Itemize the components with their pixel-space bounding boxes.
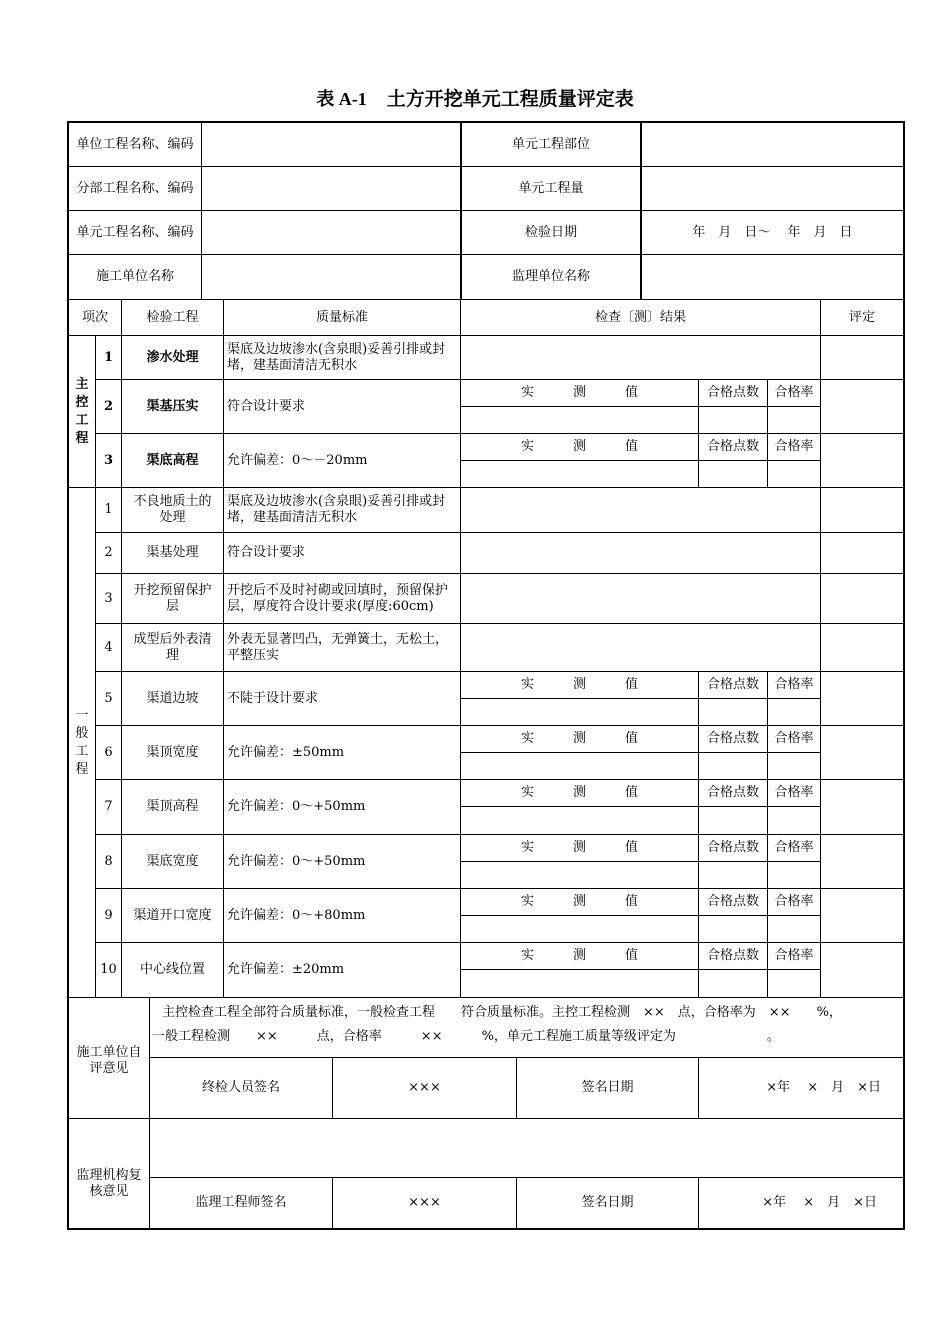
general-item-8-measured-value[interactable] [461,862,698,888]
general-item-10-name: 中心线位置 [139,962,205,977]
general-item-6-name: 渠顶宽度 [146,744,199,760]
supervision-date-value[interactable]: ×年 × 月 ×日 [762,1195,877,1210]
general-item-9-no: 9 [104,907,113,923]
form-title [0,84,950,111]
col-quality-standard: 质量标准 [315,309,368,325]
general-item-7-name: 渠顶高程 [146,799,199,814]
supervision-review-opinion-field[interactable] [150,1119,903,1177]
general-item-10-standard: 允许偏差：±20mm [227,962,345,977]
general-item-9-standard: 允许偏差：0～+80mm [227,907,366,923]
main-item-1-name: 渗水处理 [146,349,199,365]
general-item-6-pass-rate-label: 合格率 [774,731,814,746]
section-char: 工 [75,743,89,759]
section-char: 控 [75,394,89,410]
general-item-8-evaluation[interactable] [821,835,903,888]
main-item-2-evaluation[interactable] [821,380,903,433]
general-item-9-evaluation[interactable] [821,889,903,942]
general-item-5-qualified-points-label: 合格点数 [706,677,759,692]
general-item-7-measured-value[interactable] [461,807,698,834]
supervision-engineer-signature-label: 监理工程师签名 [195,1195,287,1210]
general-item-5-pass-rate-value[interactable] [768,699,820,725]
general-item-2-evaluation[interactable] [821,533,903,573]
section-char: 主 [75,376,89,392]
general-item-6-evaluation[interactable] [821,726,903,779]
general-item-2-no: 2 [104,545,113,560]
general-item-7-pass-rate-value[interactable] [768,807,820,834]
unit-project-label: 单位工程名称、编码 [76,136,194,152]
general-item-9-qualified-points-value[interactable] [699,916,767,942]
main-item-1-result[interactable] [461,336,820,379]
general-item-7-pass-rate-label: 合格率 [774,785,814,800]
general-item-10-measured-value[interactable] [461,970,698,997]
general-item-6-no: 6 [104,744,113,760]
main-item-3-measured-label: 实 测 值 [520,439,638,454]
col-item-no: 项次 [81,309,108,325]
main-item-3-qualified-points-label: 合格点数 [706,439,759,454]
general-item-3-evaluation[interactable] [821,574,903,623]
main-item-1-no: 1 [103,349,114,365]
general-item-8-qualified-points-label: 合格点数 [706,840,759,855]
general-item-10-evaluation[interactable] [821,943,903,997]
element-location-label: 单元工程部位 [511,136,590,152]
main-item-2-measured-value[interactable] [461,407,698,433]
element-project-field[interactable] [202,211,460,254]
general-item-10-pass-rate-value[interactable] [768,970,820,997]
main-item-2-pass-rate-value[interactable] [768,407,820,433]
main-item-3-standard: 允许偏差：0～－20mm [227,452,368,468]
general-item-6-qualified-points-label: 合格点数 [706,731,759,746]
element-quantity-label: 单元工程量 [518,180,584,196]
general-item-8-measured-label: 实 测 值 [520,840,638,855]
construction-unit-field[interactable] [202,255,460,299]
section-char: 一 [75,707,89,723]
general-item-10-measured-label: 实 测 值 [520,948,638,963]
general-item-5-no: 5 [104,690,113,706]
main-item-3-pass-rate-label: 合格率 [774,439,814,454]
col-result: 检查〔测〕结果 [594,309,686,325]
general-item-7-qualified-points-label: 合格点数 [706,785,759,800]
general-item-8-no: 8 [104,853,113,869]
general-item-6-qualified-points-value[interactable] [699,753,767,779]
general-item-8-standard: 允许偏差：0～+50mm [227,853,366,869]
main-control-section-label [69,336,95,487]
general-item-10-qualified-points-label: 合格点数 [706,948,759,963]
general-item-5-qualified-points-value[interactable] [699,699,767,725]
element-quantity-field[interactable] [642,167,903,210]
general-item-9-qualified-points-label: 合格点数 [706,894,759,909]
general-item-5-measured-value[interactable] [461,699,698,725]
element-project-label: 单元工程名称、编码 [76,224,194,240]
section-char: 般 [75,725,89,741]
general-item-1-no: 1 [104,502,113,517]
main-item-1-evaluation[interactable] [821,336,903,379]
general-item-1-result[interactable] [461,488,820,532]
final-inspector-signature-value[interactable]: ××× [408,1080,441,1095]
general-item-8-pass-rate-value[interactable] [768,862,820,888]
general-item-3-standard: 开挖后不及时衬砌或回填时，预留保护层，厚度符合设计要求(厚度:60cm) [227,582,449,614]
general-item-9-measured-label: 实 测 值 [520,894,638,909]
general-item-3-name: 开挖预留保护层 [133,582,212,614]
general-item-7-no: 7 [104,799,113,814]
inspection-date-label: 检验日期 [524,224,577,240]
general-item-5-pass-rate-label: 合格率 [774,677,814,692]
general-item-4-standard: 外表无显著凹凸，无弹簧土，无松土，平整压实 [227,631,449,663]
section-char: 程 [75,430,89,446]
general-item-1-standard: 渠底及边坡渗水(含泉眼)妥善引排或封堵，建基面清洁无积水 [227,494,446,525]
general-item-9-pass-rate-label: 合格率 [774,894,814,909]
general-item-3-result[interactable] [461,574,820,623]
main-item-3-measured-value[interactable] [461,461,698,487]
general-item-4-evaluation[interactable] [821,624,903,671]
general-item-7-qualified-points-value[interactable] [699,807,767,834]
general-item-8-name: 渠底宽度 [146,853,199,869]
col-inspection-item: 检验工程 [146,309,199,325]
element-location-field[interactable] [642,123,903,166]
general-item-6-pass-rate-value[interactable] [768,753,820,779]
inspection-date-value[interactable]: 年 月 日～ 年 月 日 [692,224,853,240]
general-item-1-name: 不良地质土的处理 [133,494,212,525]
general-item-8-qualified-points-value[interactable] [699,862,767,888]
main-item-3-qualified-points-value[interactable] [699,461,767,487]
section-char: 程 [75,761,89,777]
main-item-2-name: 渠基压实 [146,398,199,414]
general-item-7-measured-label: 实 测 值 [520,785,638,800]
form-code: 表 A-1 [316,89,367,109]
general-item-2-result[interactable] [461,533,820,573]
general-item-2-name: 渠基处理 [146,545,199,560]
general-item-9-measured-value[interactable] [461,916,698,942]
general-item-10-no: 10 [100,962,117,977]
general-item-4-no: 4 [104,639,113,655]
main-item-3-name: 渠底高程 [146,452,199,468]
general-item-10-qualified-points-value[interactable] [699,970,767,997]
supervision-engineer-signature-value[interactable]: ××× [408,1195,441,1210]
supervision-unit-label: 监理单位名称 [511,269,590,284]
general-section-label [69,488,95,997]
general-item-9-name: 渠道开口宽度 [133,907,212,923]
general-item-7-standard: 允许偏差：0～+50mm [227,799,366,814]
general-item-8-pass-rate-label: 合格率 [774,840,814,855]
general-item-9-pass-rate-value[interactable] [768,916,820,942]
self-evaluation-line1: 主控检查工程全部符合质量标准，一般检查工程 符合质量标准。主控工程检测 ×× 点，合格率为 ×× %， [162,1005,842,1020]
main-item-2-qualified-points-value[interactable] [699,407,767,433]
main-item-2-standard: 符合设计要求 [227,398,306,414]
construction-unit-label: 施工单位名称 [95,269,174,284]
col-evaluation: 评定 [848,309,875,325]
quality-evaluation-table [67,121,905,1230]
general-item-10-pass-rate-label: 合格率 [774,948,814,963]
general-item-6-standard: 允许偏差：±50mm [227,744,345,760]
general-item-5-standard: 不陡于设计要求 [227,690,319,706]
general-item-5-name: 渠道边坡 [146,690,199,706]
supervision-date-label: 签名日期 [581,1195,634,1210]
supervision-review-label: 监理机构复核意见 [76,1167,142,1199]
general-item-5-measured-label: 实 测 值 [520,677,638,692]
main-item-2-qualified-points-label: 合格点数 [706,385,759,400]
division-project-field[interactable] [202,167,460,210]
general-item-5-evaluation[interactable] [821,672,903,725]
section-char: 工 [75,412,89,428]
general-item-4-result[interactable] [461,624,820,671]
division-project-label: 分部工程名称、编码 [76,180,194,196]
main-item-1-standard: 渠底及边坡渗水(含泉眼)妥善引排或封堵，建基面清洁无积水 [227,341,446,373]
main-item-2-pass-rate-label: 合格率 [774,385,814,400]
form-name: 土方开挖单元工程质量评定表 [386,88,634,110]
main-item-3-evaluation[interactable] [821,434,903,487]
supervision-unit-field[interactable] [642,255,903,299]
general-item-7-evaluation[interactable] [821,780,903,834]
self-evaluation-label: 施工单位自评意见 [76,1045,142,1076]
self-evaluation-line2: 一般工程检测 ×× 点，合格率 ×× %，单元工程施工质量等级评定为 。 [152,1029,780,1044]
main-item-2-no: 2 [103,398,114,414]
general-item-1-evaluation[interactable] [821,488,903,532]
general-item-4-name: 成型后外表清理 [133,631,212,663]
general-item-6-measured-value[interactable] [461,753,698,779]
general-item-6-measured-label: 实 测 值 [520,731,638,746]
final-inspector-signature-label: 终检人员签名 [201,1080,280,1095]
self-evaluation-date-value[interactable]: ×年 × 月 ×日 [766,1080,881,1095]
self-evaluation-date-label: 签名日期 [581,1080,634,1095]
general-item-2-standard: 符合设计要求 [227,545,306,560]
main-item-3-pass-rate-value[interactable] [768,461,820,487]
main-item-2-measured-label: 实 测 值 [520,385,638,400]
general-item-3-no: 3 [104,590,113,606]
main-item-3-no: 3 [103,452,114,468]
unit-project-field[interactable] [202,123,460,166]
